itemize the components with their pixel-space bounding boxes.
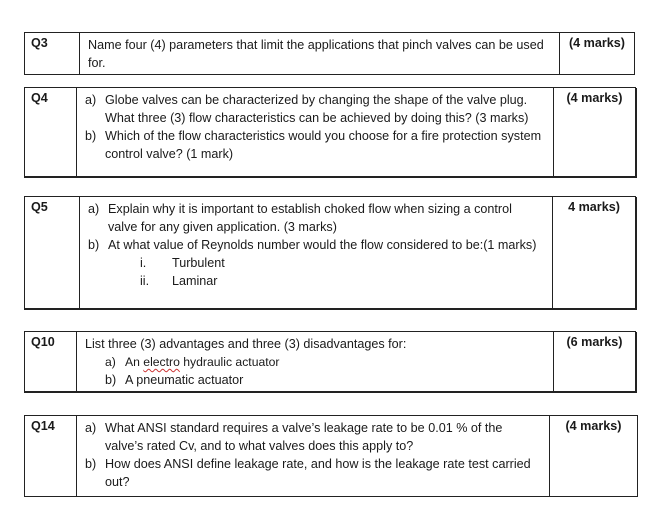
text-part: hydraulic actuator	[179, 355, 280, 369]
item-text: A pneumatic actuator	[125, 373, 244, 387]
question-text-q3: Name four (4) parameters that limit the applications that pinch valves can be used for.	[88, 38, 544, 70]
sub-question-a	[85, 419, 541, 455]
sub-question-b	[85, 455, 541, 491]
sub-item-i	[140, 254, 544, 272]
marks-cell: 4 marks)	[553, 197, 636, 309]
question-text-q10: List three (3) advantages and three (3) disadvantages for:	[85, 337, 407, 351]
sub-question-b	[88, 236, 544, 254]
question-body	[77, 416, 550, 497]
sub-question-b	[85, 127, 545, 163]
item-text: Laminar	[172, 274, 218, 288]
question-number: Q5	[25, 197, 80, 309]
item-text: Globe valves can be characterized by changing the shape of the valve plug. What three (3) flow characteristics can be achieved by doing this? (3 marks)	[105, 93, 529, 125]
item-label: b)	[88, 238, 100, 252]
question-body	[77, 88, 554, 177]
item-text: What ANSI standard requires a valve’s leakage rate to be 0.01 % of the valve’s rated Cv, and to what valves does this apply to?	[105, 421, 503, 453]
item-text: Explain why it is important to establish choked flow when sizing a control valve for any given application. (3 marks)	[108, 202, 512, 234]
sub-question-a	[105, 353, 545, 371]
item-text: At what value of Reynolds number would the flow considered to be:(1 marks)	[108, 238, 537, 252]
item-label: a)	[105, 355, 116, 369]
sub-question-a	[88, 200, 544, 236]
item-label: b)	[85, 129, 97, 143]
item-label: b)	[85, 457, 97, 471]
item-text: Turbulent	[172, 256, 225, 270]
item-text: Which of the flow characteristics would you choose for a fire protection system control valve? (1 mark)	[105, 129, 542, 161]
item-label: a)	[88, 202, 100, 216]
marks-cell: (6 marks)	[554, 332, 636, 392]
question-table-q5	[24, 196, 636, 309]
item-text	[125, 353, 545, 371]
marks-cell: (4 marks)	[550, 416, 638, 497]
question-number: Q14	[25, 416, 77, 497]
question-body	[80, 197, 553, 309]
item-label: ii.	[140, 274, 150, 288]
sub-item-ii	[140, 272, 544, 290]
question-table-q14	[24, 415, 638, 497]
marks-cell: (4 marks)	[554, 88, 636, 177]
spellcheck-underlined-word: electro	[143, 355, 180, 369]
sub-question-b	[105, 371, 545, 389]
item-label: b)	[105, 373, 117, 387]
question-table-q3	[24, 32, 635, 75]
question-number: Q3	[25, 33, 80, 75]
question-table-q10	[24, 331, 636, 392]
text-part: An	[125, 355, 144, 369]
question-number: Q10	[25, 332, 77, 392]
item-text: How does ANSI define leakage rate, and how is the leakage rate test carried out?	[105, 457, 531, 489]
question-body	[77, 332, 554, 392]
sub-question-a	[85, 91, 545, 127]
item-label: a)	[85, 93, 97, 107]
item-label: a)	[85, 421, 97, 435]
item-label: i.	[140, 256, 147, 270]
question-number: Q4	[25, 88, 77, 177]
question-text	[80, 33, 560, 75]
question-table-q4	[24, 87, 636, 177]
marks-cell: (4 marks)	[560, 33, 635, 75]
